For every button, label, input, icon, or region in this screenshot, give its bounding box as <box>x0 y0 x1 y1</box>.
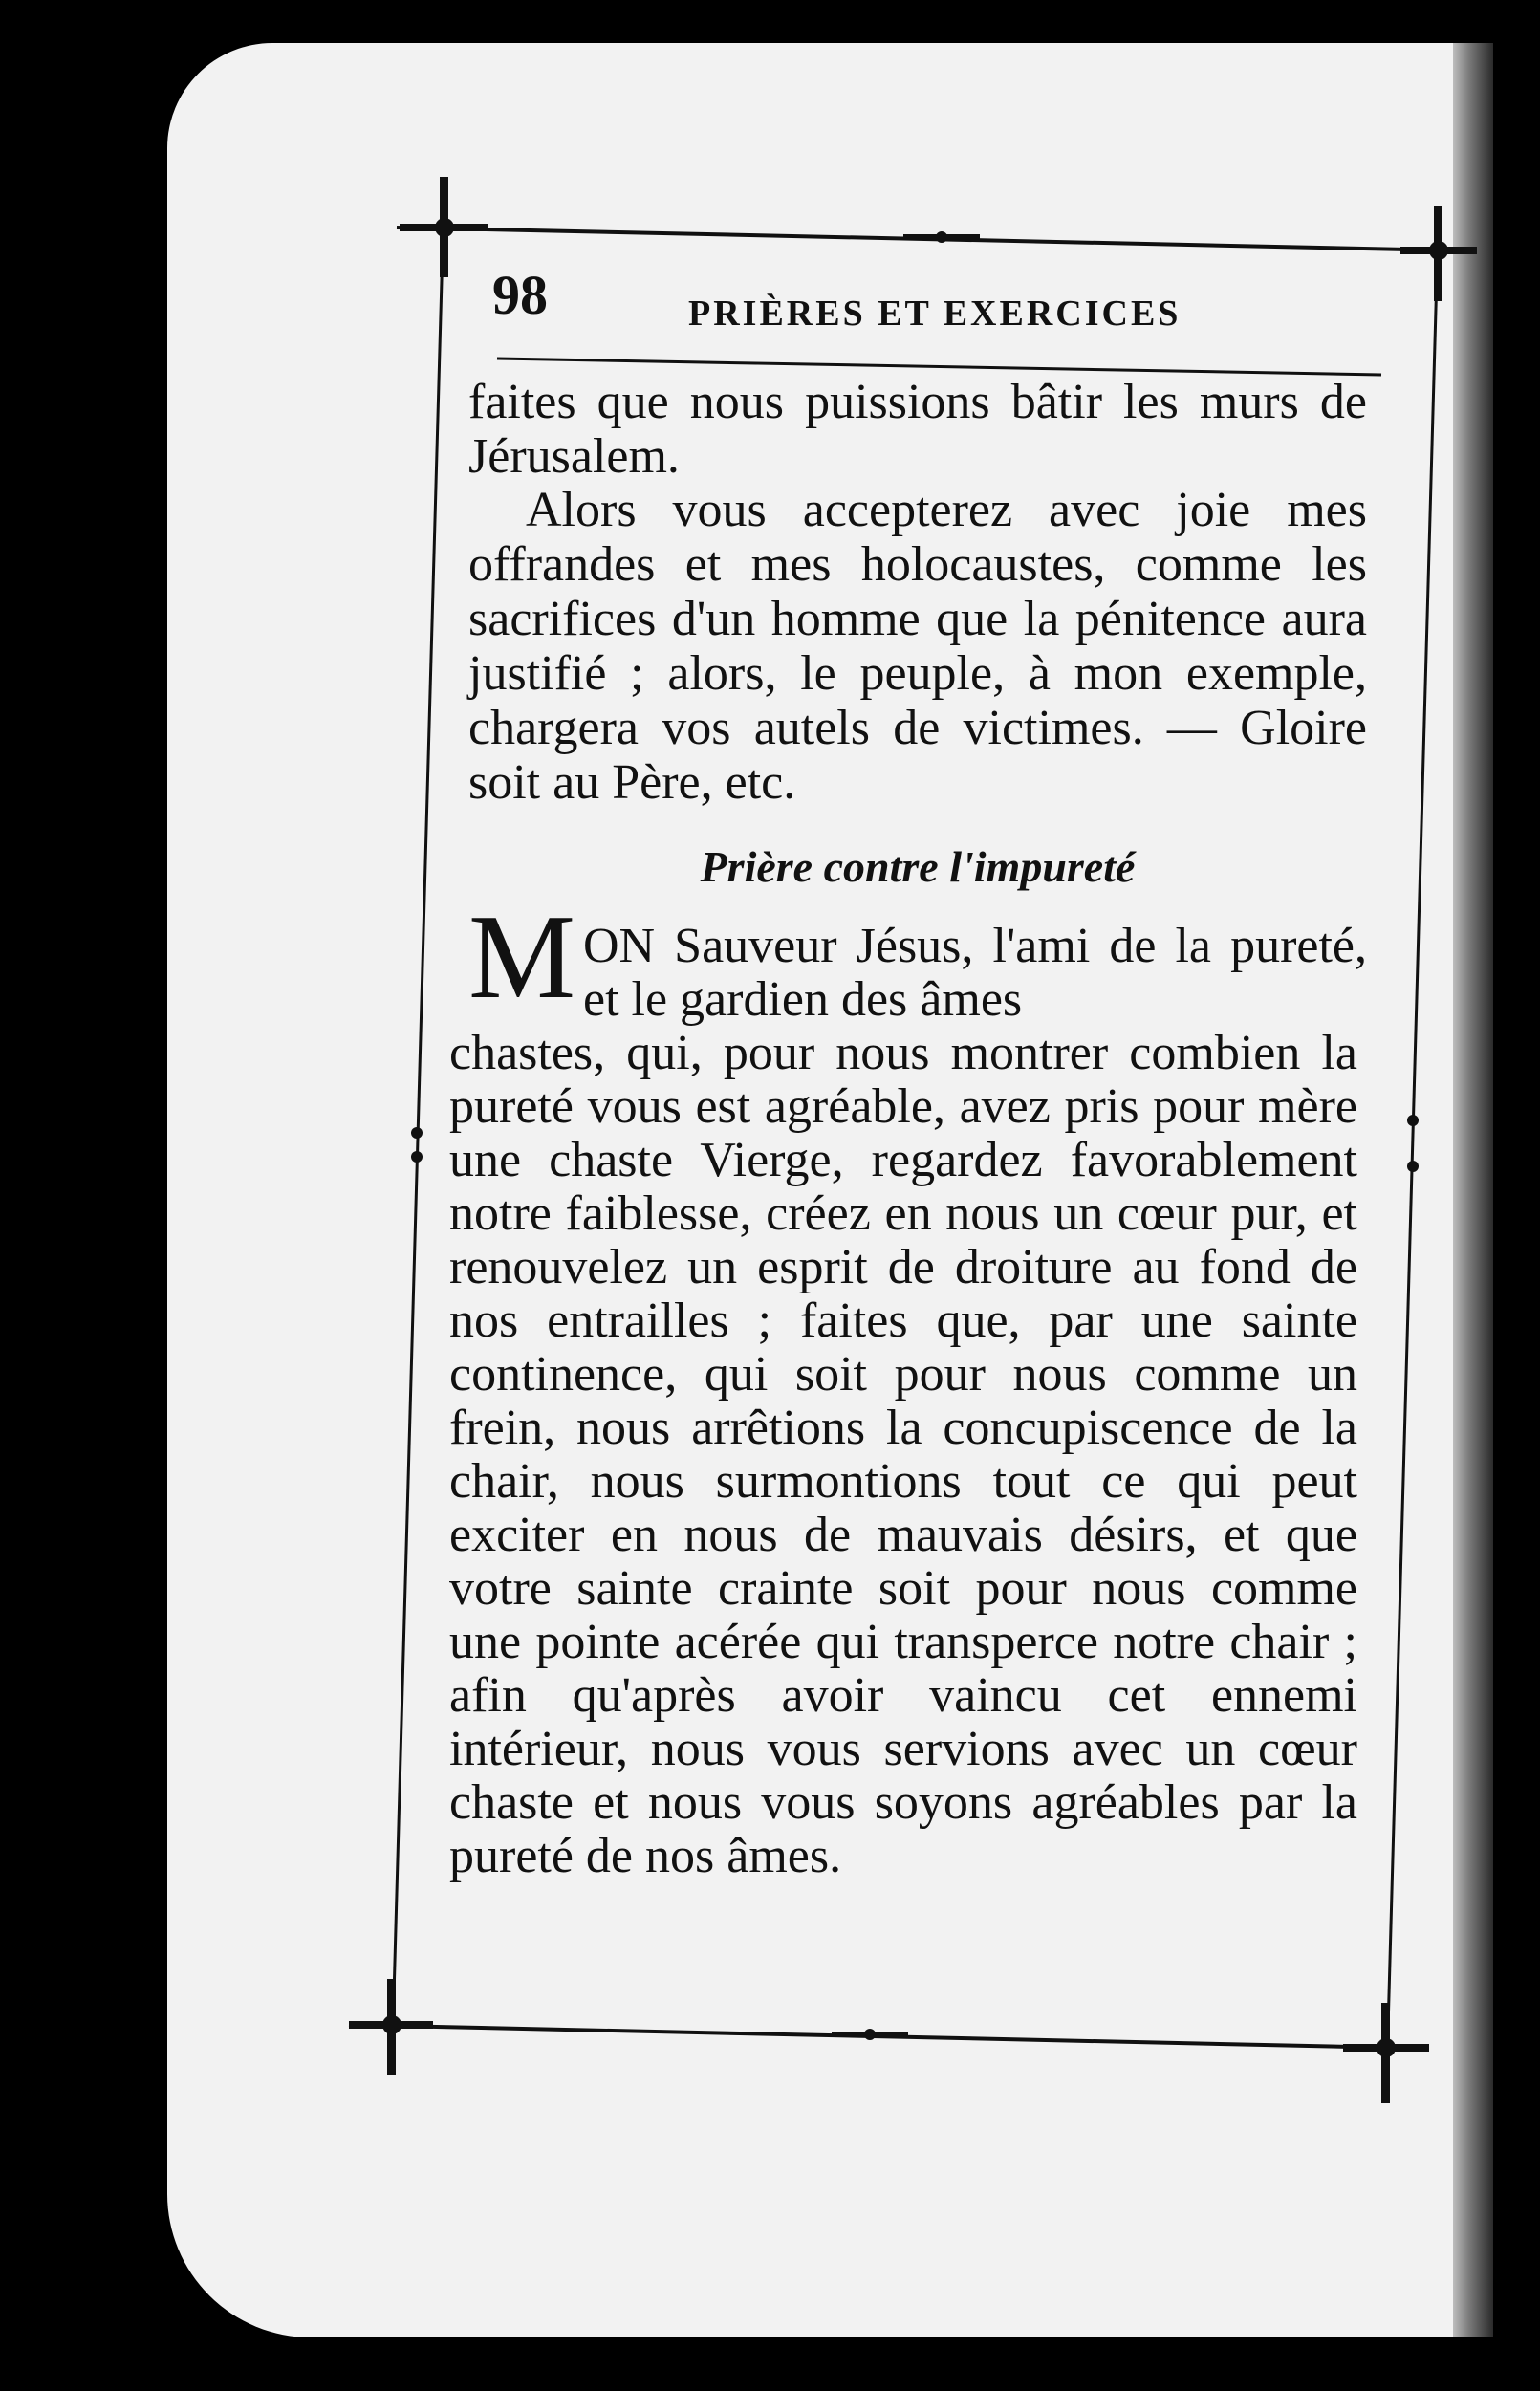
prayer-title: Prière contre l'impureté <box>700 842 1136 891</box>
body-paragraph-1: faites que nous puissions bâtir les murs de Jérusalem. <box>468 375 1367 484</box>
running-title: PRIÈRES ET EXERCICES <box>688 293 1182 334</box>
page-number: 98 <box>492 264 548 326</box>
drop-cap: M <box>468 891 576 1024</box>
body-paragraph-2: Alors vous accepterez avec joie mes offrandes et mes holocaustes, comme les sacrifices d'un homme que la pénitence aura justifié ; alors, le peuple, à mon exemple, chargera vos autels de victimes. — Gloire soit au Père, etc. <box>468 483 1367 810</box>
prayer-text: chastes, qui, pour nous montrer combien la pureté vous est agréable, avez pris pour mère une chaste Vierge, regardez favorablement notre faiblesse, créez en nous un cœur pur, et renouvelez un esprit de droiture au fond de nos entrailles ; faites que, par une sainte continence, qui soit pour nous comme un frein, nous arrêtions la concupiscence de la chair, nous surmontions tout ce qui peut exciter en nous de mauvais désirs, et que votre sainte crainte soit pour nous comme une pointe acérée qui transperce notre chair ; afin qu'après avoir vaincu cet ennemi intérieur, nous vous servions avec un cœur chaste et nous vous soyons agréables par la pureté de nos âmes. <box>449 1026 1357 1883</box>
prayer-opening: ON Sauveur Jésus, l'ami de la pureté, et le gardien des âmes <box>583 919 1367 1027</box>
